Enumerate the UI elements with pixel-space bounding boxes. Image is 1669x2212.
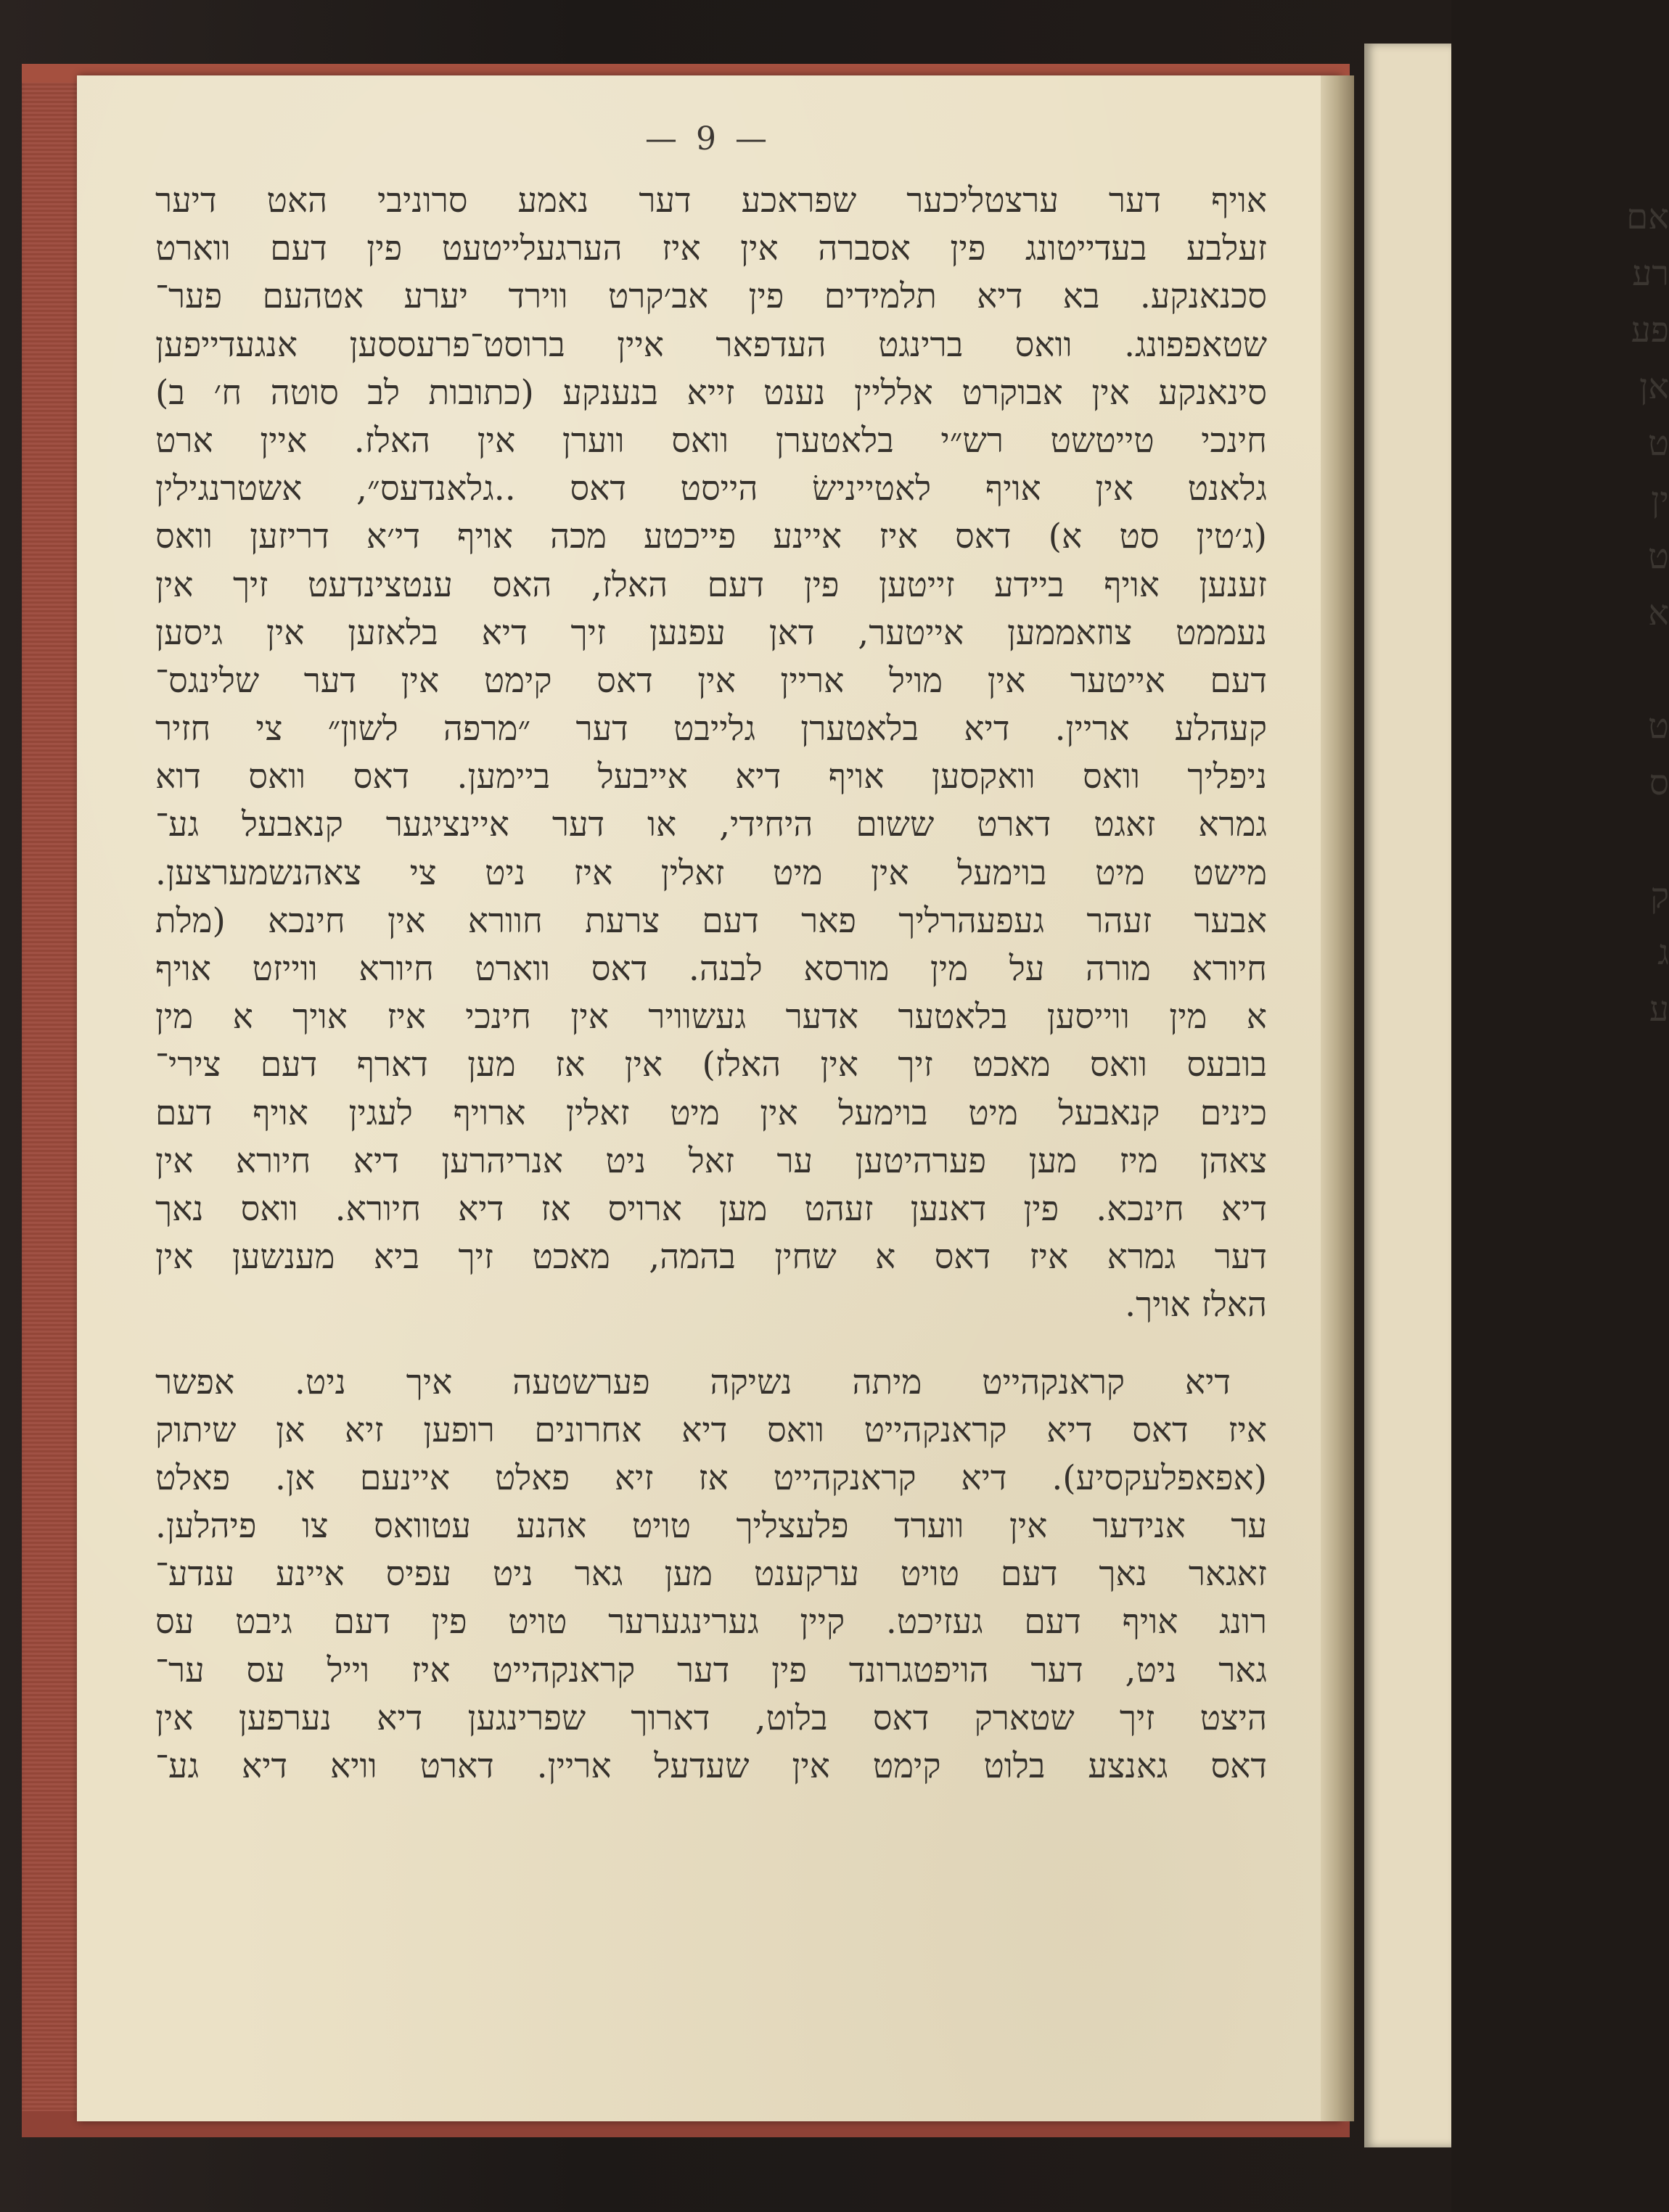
text-line: בובעס וואס מאכט זיך אין האלז) אין אז מען דארף דעם צירי־ bbox=[155, 1045, 1267, 1085]
text-line: דער גמרא איז דאס א שחין בהמה, מאכט זיך ביא מענשען אין bbox=[155, 1237, 1267, 1278]
text-line: א מין ווייסען בלאטער אדער געשוויר אין חינכי איז אויך א מין bbox=[155, 997, 1267, 1037]
text-line: גאר ניט, דער הויפטגרונד פין דער קראנקהייט איז וייל עס ער־ bbox=[155, 1650, 1267, 1690]
text-line: גמרא זאגט דארט ששום היחידי, או דער איינציגער קנאבעל גע־ bbox=[155, 805, 1267, 845]
book-page bbox=[77, 75, 1340, 2121]
adjacent-page-line: ע bbox=[1649, 989, 1669, 1029]
text-line: האלז אויך. bbox=[1125, 1285, 1267, 1325]
text-line: זעלבע בעדייטונג פין אסברה אין איז הערגעלייטעט פין דעם ווארט bbox=[155, 229, 1267, 269]
text-line: רונג אויף דעם געזיכט. קיין גערינגערער טויט פין דעם גיבט עס bbox=[155, 1602, 1267, 1642]
adjacent-page-line bbox=[1379, 811, 1669, 868]
adjacent-page bbox=[1364, 44, 1669, 2147]
text-line: מישט מיט בוימעל אין מיט זאלין איז ניט צי צאהנשמערצען. bbox=[155, 852, 1267, 893]
text-line: זענען אויף ביידע זייטען פין דעם האלז, האס ענטצינדעט זיך אין bbox=[155, 564, 1267, 605]
text-line: קעהלע אריין. דיא בלאטערן גלייבט דער ״מרפה לשון״ צי חזיר bbox=[155, 709, 1267, 749]
paragraph-1 bbox=[155, 177, 1267, 1330]
paragraph-gap bbox=[155, 1330, 1267, 1359]
adjacent-page-line: אן bbox=[1639, 366, 1669, 407]
adjacent-page-line: רע bbox=[1632, 253, 1669, 294]
text-line: דעם אייטער אין מויל אריין אין דאס קימט אין דער שלינגס־ bbox=[155, 660, 1267, 701]
text-line: סינאנקע אין אבוקרט אלליין נענט זייא בנענקע (כתובות לב סוטה ח׳ ב) bbox=[155, 372, 1267, 413]
text-line: דיא חינכא. פין דאנען זעהט מען ארויס אז דיא חיורא. וואס נאך bbox=[155, 1188, 1267, 1229]
paragraph-2 bbox=[155, 1359, 1267, 1791]
adjacent-page-line: ט bbox=[1648, 706, 1669, 747]
text-line: זאגאר נאך דעם טויט ערקענט מען גאר ניט עפיס איינע ענדע־ bbox=[155, 1554, 1267, 1595]
adjacent-page-line: ט bbox=[1648, 536, 1669, 577]
text-line: ניפליך וואס וואקסען אויף דיא אייבעל ביימען. דאס וואס דוא bbox=[155, 757, 1267, 797]
adjacent-page-line: ג bbox=[1657, 932, 1669, 973]
text-line: חינכי טייטשט רש״י בלאטערן וואס ווערן אין האלז. איין ארט bbox=[155, 420, 1267, 461]
adjacent-page-line: ט bbox=[1648, 423, 1669, 464]
adjacent-page-line: ק bbox=[1650, 876, 1669, 916]
text-line: צאהן מיז מען פערהיטען ער זאל ניט אנריהרען דיא חיורא אין bbox=[155, 1140, 1267, 1181]
adjacent-page-text bbox=[1379, 189, 1669, 1037]
text-line: (אפאפלעקסיע). דיא קראנקהייט אז זיא פאלט איינעם אן. פאלט bbox=[155, 1457, 1267, 1498]
text-line: נעממט צוזאממען אייטער, דאן עפנען זיך דיא בלאזען אין גיסען bbox=[155, 612, 1267, 653]
text-line: סכנאנקע. בא דיא תלמידים פין אב׳קרט ווירד יערע אטהעם פער־ bbox=[155, 276, 1267, 317]
adjacent-page-line bbox=[1379, 641, 1669, 698]
text-line: אויף דער ערצטליכער שפראכע דער נאמע סרוניבי האט דיער bbox=[155, 181, 1267, 221]
adjacent-page-line: ין bbox=[1651, 480, 1669, 520]
adjacent-page-line: ס bbox=[1649, 762, 1669, 803]
text-line: היצט זיך שטארק דאס בלוט, דארוך שפרינגען דיא נערפען אין bbox=[155, 1698, 1267, 1738]
text-line: איז דאס דיא קראנקהייט וואס דיא אחרונים רופען זיא אן שיתוק bbox=[155, 1410, 1267, 1450]
text-line: (ג׳טין סט א) דאס איז איינע פייכטע מכה אויף די׳א דריזען וואס bbox=[155, 517, 1267, 557]
text-line: חיורא מורה על מין מורסא לבנה. דאס ווארט חיורא ווייזט אויף bbox=[155, 949, 1267, 989]
page-body-text bbox=[155, 177, 1267, 1790]
text-line: אבער זעהר געפעהרליך פאר דעם צרעת חוורא אין חינכא (מלת bbox=[155, 900, 1267, 941]
text-line: ער אנידער אין ווערד פלעצליך טויט אהנע עטוואס צו פיהלען. bbox=[155, 1506, 1267, 1547]
adjacent-page-line: אם bbox=[1626, 197, 1669, 237]
text-line: גלאנט אין אויף לאטיינישׂ הייסט דאס ..גלאנדעס״, אשטרנגילין bbox=[155, 469, 1267, 509]
adjacent-page-line: פע bbox=[1631, 310, 1669, 350]
adjacent-page-line: א bbox=[1648, 593, 1669, 633]
text-line: שטאפפונג. וואס ברינגט העדפאר איין ברוסט־פרעססען אנגעדייפען bbox=[155, 324, 1267, 365]
page-number: — 9 — bbox=[645, 120, 771, 157]
text-line: דיא קראנקהייט מיתה נשיקה פערשטעה איך ניט. אפשר bbox=[155, 1362, 1231, 1402]
page-gutter-shadow bbox=[1321, 75, 1354, 2121]
text-line: כינים קנאבעל מיט בוימעל אין מיט זאלין ארויף לעגין אויף דעם bbox=[155, 1093, 1267, 1133]
text-line: דאס גאנצע בלוט קימט אין שעדעל אריין. דארט וויא דיא גע־ bbox=[155, 1746, 1267, 1786]
